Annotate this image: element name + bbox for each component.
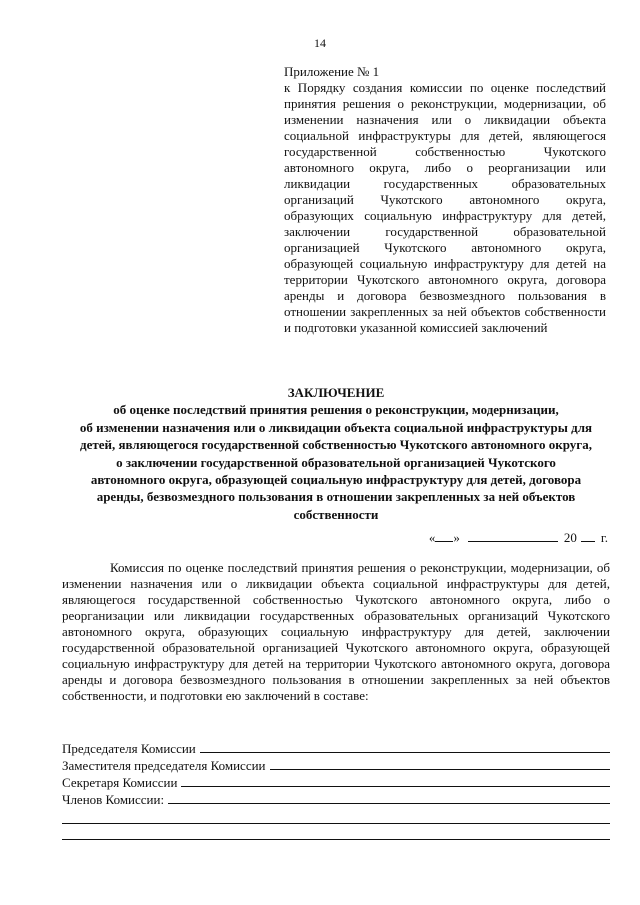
conclusion-line-7: собственности [293, 506, 379, 522]
conclusion-line-4: о заключении государственной образовательной организацией Чукотского [116, 454, 556, 470]
members-extra-line-1[interactable] [62, 808, 610, 824]
date-line [429, 530, 608, 546]
deputy-field[interactable] [270, 757, 610, 770]
members-label: Членов Комиссии: [62, 792, 165, 807]
members-field[interactable] [168, 791, 610, 804]
secretary-label: Секретаря Комиссии [62, 775, 178, 790]
date-year-prefix: 20 [563, 530, 577, 545]
members-row [62, 791, 610, 808]
date-open-quote: « [428, 530, 436, 545]
date-year-blank[interactable] [581, 530, 595, 542]
conclusion-line-3: детей, являющегося государственной собственностью Чукотского автономного округа, [80, 437, 592, 453]
date-close-quote: » [453, 530, 460, 545]
chairman-field[interactable] [200, 740, 610, 753]
conclusion-title: ЗАКЛЮЧЕНИЕ [287, 385, 385, 400]
deputy-row [62, 757, 610, 774]
conclusion-line-5: автономного округа, образующей социальную инфраструктуру для детей, договора [90, 472, 582, 488]
deputy-label: Заместителя председателя Комиссии [62, 758, 266, 773]
chairman-row [62, 740, 610, 757]
date-month-blank[interactable] [468, 530, 558, 542]
appendix-title: Приложение № 1 [284, 64, 380, 79]
date-year-suffix: г. [600, 530, 608, 545]
page-number: 14 [314, 36, 326, 50]
signature-block [62, 740, 610, 840]
conclusion-line-1: об оценке последствий принятия решения о реконструкции, модернизации, [113, 402, 559, 418]
members-extra-line-2[interactable] [62, 824, 610, 840]
secretary-field[interactable] [181, 774, 610, 787]
conclusion-line-6: аренды, безвозмездного пользования в отношении закрепленных за ней объектов [96, 489, 576, 505]
conclusion-line-2: об изменении назначения или о ликвидации объекта социальной инфраструктуры для [79, 419, 593, 435]
appendix-text: к Порядку создания комиссии по оценке последствий принятия решения о реконструкции, модернизации, об изменении назначения или о ликвидации объекта социальной инфраструктуры для детей, являющегося государственной собственностью Чукотского автономного округа, либо о реорганизации или ликвидации государственных образовательных организаций Чукотского автономного округа, образующих социальную инфраструктуру для детей, заключении государственной образовательной организацией Чукотского автономного округа, образующей социальную инфраструктуру для детей на территории Чукотского автономного округа, договора аренды и договора безвозмездного пользования в отношении закрепленных за ней объектов собственности и подготовки указанной комиссией заключений [284, 80, 606, 335]
date-day-blank[interactable] [435, 530, 453, 542]
body-paragraph: Комиссия по оценке последствий принятия решения о реконструкции, модернизации, об изменении назначения или о ликвидации объекта социальной инфраструктуры для детей, являющегося государственной собственностью Чукотского автономного округа, либо о реорганизации или ликвидации государственных образовательных организаций Чукотского автономного округа, образующих социальную инфраструктуру для детей, заключении государственной образовательной организацией Чукотского автономного округа, образующей социальную инфраструктуру для детей на территории Чукотского автономного округа, договора аренды и договора безвозмездного пользования в отношении закрепленных за ней объектов собственности, и подготовки ею заключений в составе: [62, 560, 610, 703]
chairman-label: Председателя Комиссии [62, 741, 196, 756]
secretary-row [62, 774, 610, 791]
appendix-block [284, 64, 606, 336]
conclusion-heading [62, 384, 610, 523]
